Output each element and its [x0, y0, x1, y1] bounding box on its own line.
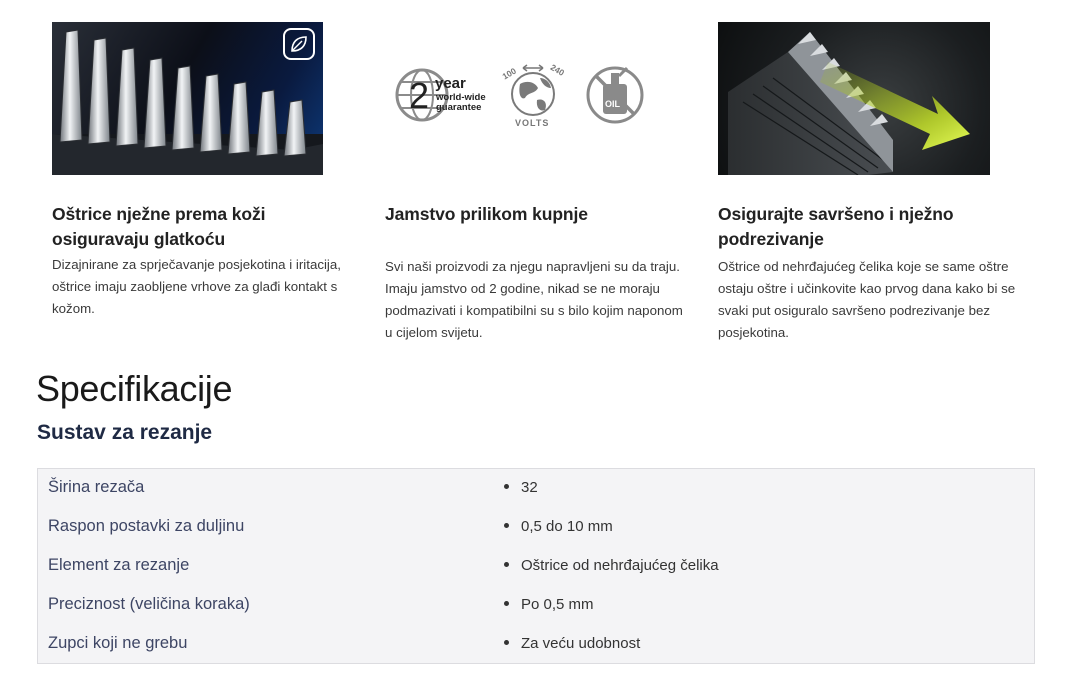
- feature-image-blades-closeup: [52, 22, 323, 175]
- trimmer-head-illustration: [718, 22, 990, 175]
- warranty-word: year: [435, 75, 466, 92]
- feature-description: Svi naši proizvodi za njegu napravljeni su da traju. Imaju jamstvo od 2 godine, nikad se ne moraju podmazivati i kompatibilni su s bilo kojim naponom u cijelom svijetu.: [385, 259, 683, 340]
- worldwide-guarantee-icon: [397, 70, 486, 120]
- spec-row-cutting-element: [38, 547, 1036, 586]
- spec-label: Element za rezanje: [48, 556, 190, 574]
- spec-row-precision: [38, 586, 1036, 625]
- spec-label: Širina rezača: [48, 478, 145, 496]
- oil-label: OIL: [605, 99, 620, 109]
- feature-title: Jamstvo prilikom kupnje: [385, 204, 588, 224]
- feature-skin-friendly-blades: [52, 22, 352, 316]
- warranty-line2: world-wide: [436, 92, 486, 103]
- spec-row-length-range: [38, 508, 1036, 547]
- spec-row-skin-friendly-teeth: [38, 625, 1036, 664]
- spec-value: 32: [504, 479, 538, 496]
- feature-self-sharpening-blades: [718, 22, 1018, 340]
- feature-title: Oštrice nježne prema koži osiguravaju glatkoću: [52, 204, 266, 249]
- volt-label: VOLTS: [515, 118, 550, 128]
- warranty-icons-group: [385, 22, 656, 175]
- specifications-heading: Specifikacije: [36, 368, 233, 409]
- spec-value: Za veću udobnost: [504, 635, 640, 652]
- spec-value: Oštrice od nehrđajućeg čelika: [504, 557, 719, 574]
- spec-value: Po 0,5 mm: [504, 596, 594, 613]
- volt-low: 100: [500, 65, 518, 82]
- feature-image-warranty-icons: [385, 22, 656, 175]
- warranty-line3: guarantee: [436, 102, 482, 113]
- feature-description: Oštrice od nehrđajućeg čelika koje se same oštre ostaju oštre i učinkovite kao prvog dana kako bi se svaki put osiguralo savršeno podrezivanje bez posjekotina.: [718, 259, 1016, 340]
- feature-description: Dizajnirane za sprječavanje posjekotina i iritacija, oštrice imaju zaobljene vrhove za glađi kontakt s kožom.: [52, 257, 341, 316]
- warranty-number: 2: [409, 75, 430, 116]
- spec-row-cutter-width: [38, 469, 1036, 508]
- universal-voltage-icon: [501, 62, 567, 128]
- feature-image-trimmer-head: [718, 22, 990, 175]
- specifications-table: [37, 468, 1035, 664]
- feature-title: Osigurajte savršeno i nježno podrezivanje: [718, 204, 954, 249]
- skin-friendly-leaf-icon: [283, 28, 315, 60]
- spec-label: Raspon postavki za duljinu: [48, 517, 245, 535]
- cutting-system-subheading: Sustav za rezanje: [37, 421, 213, 444]
- feature-purchase-warranty: [385, 22, 685, 340]
- spec-label: Zupci koji ne grebu: [48, 634, 188, 652]
- spec-label: Preciznost (veličina koraka): [48, 595, 250, 613]
- volt-high: 240: [548, 62, 567, 78]
- no-oil-icon: [588, 68, 642, 122]
- spec-value: 0,5 do 10 mm: [504, 518, 613, 535]
